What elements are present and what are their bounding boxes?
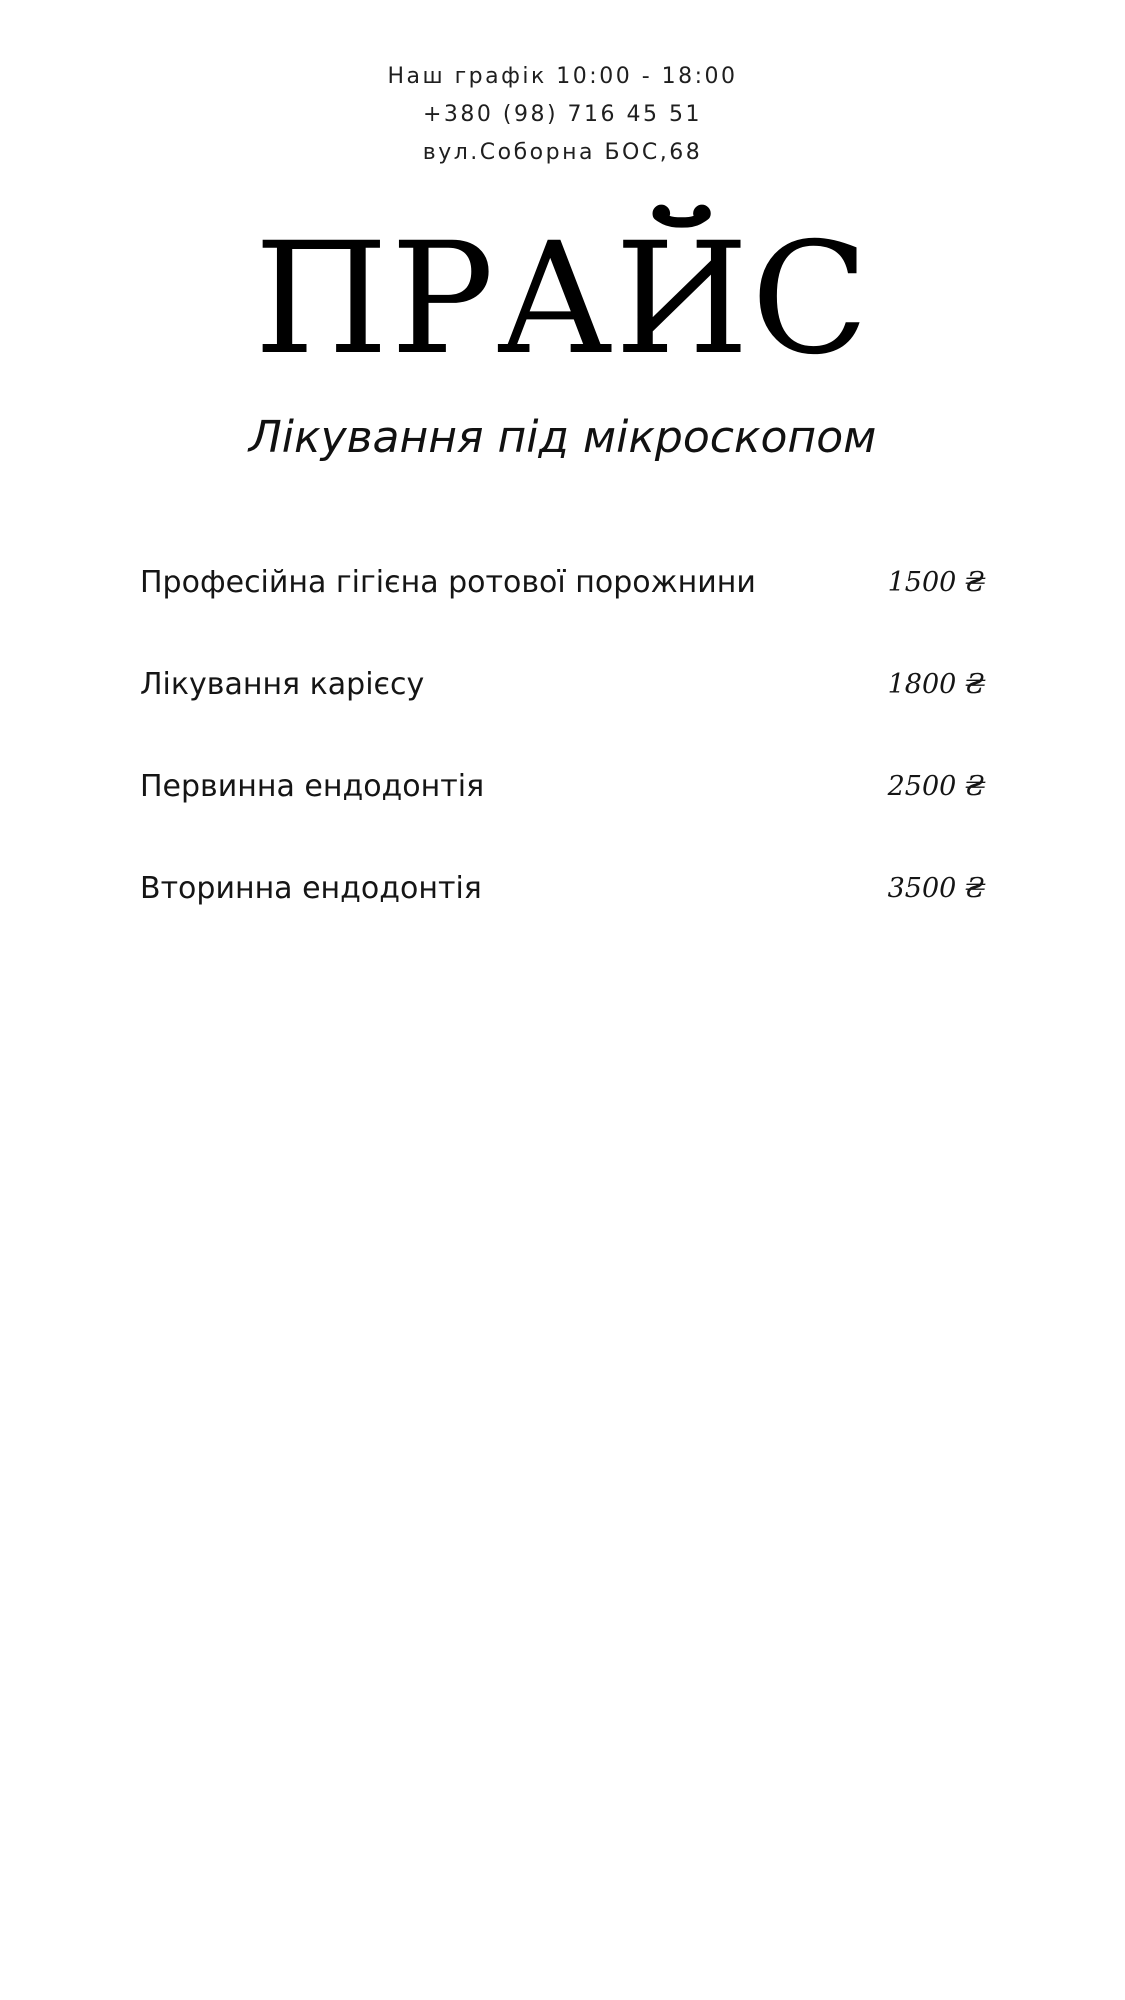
- page-subtitle: Лікування під мікроскопом: [248, 412, 877, 463]
- page-title: ПРАЙС: [254, 210, 871, 389]
- service-price: 3500 ₴: [887, 873, 986, 904]
- service-price: 1500 ₴: [887, 567, 986, 598]
- price-row: [140, 866, 986, 968]
- service-name: Лікування карієсу: [140, 667, 425, 702]
- address-text: вул.Соборна БОС,68: [422, 140, 703, 165]
- service-price: 2500 ₴: [887, 771, 986, 802]
- phone-text: +380 (98) 716 45 51: [422, 102, 703, 127]
- schedule-text: Наш графік 10:00 - 18:00: [387, 64, 738, 89]
- price-row: [140, 764, 986, 866]
- service-price: 1800 ₴: [887, 669, 986, 700]
- contact-info: [0, 58, 1125, 172]
- service-name: Первинна ендодонтія: [140, 769, 485, 804]
- service-name: Професійна гігієна ротової порожнини: [140, 565, 756, 600]
- price-list: [140, 560, 986, 968]
- price-row: [140, 662, 986, 764]
- price-row: [140, 560, 986, 662]
- service-name: Вторинна ендодонтія: [140, 871, 482, 906]
